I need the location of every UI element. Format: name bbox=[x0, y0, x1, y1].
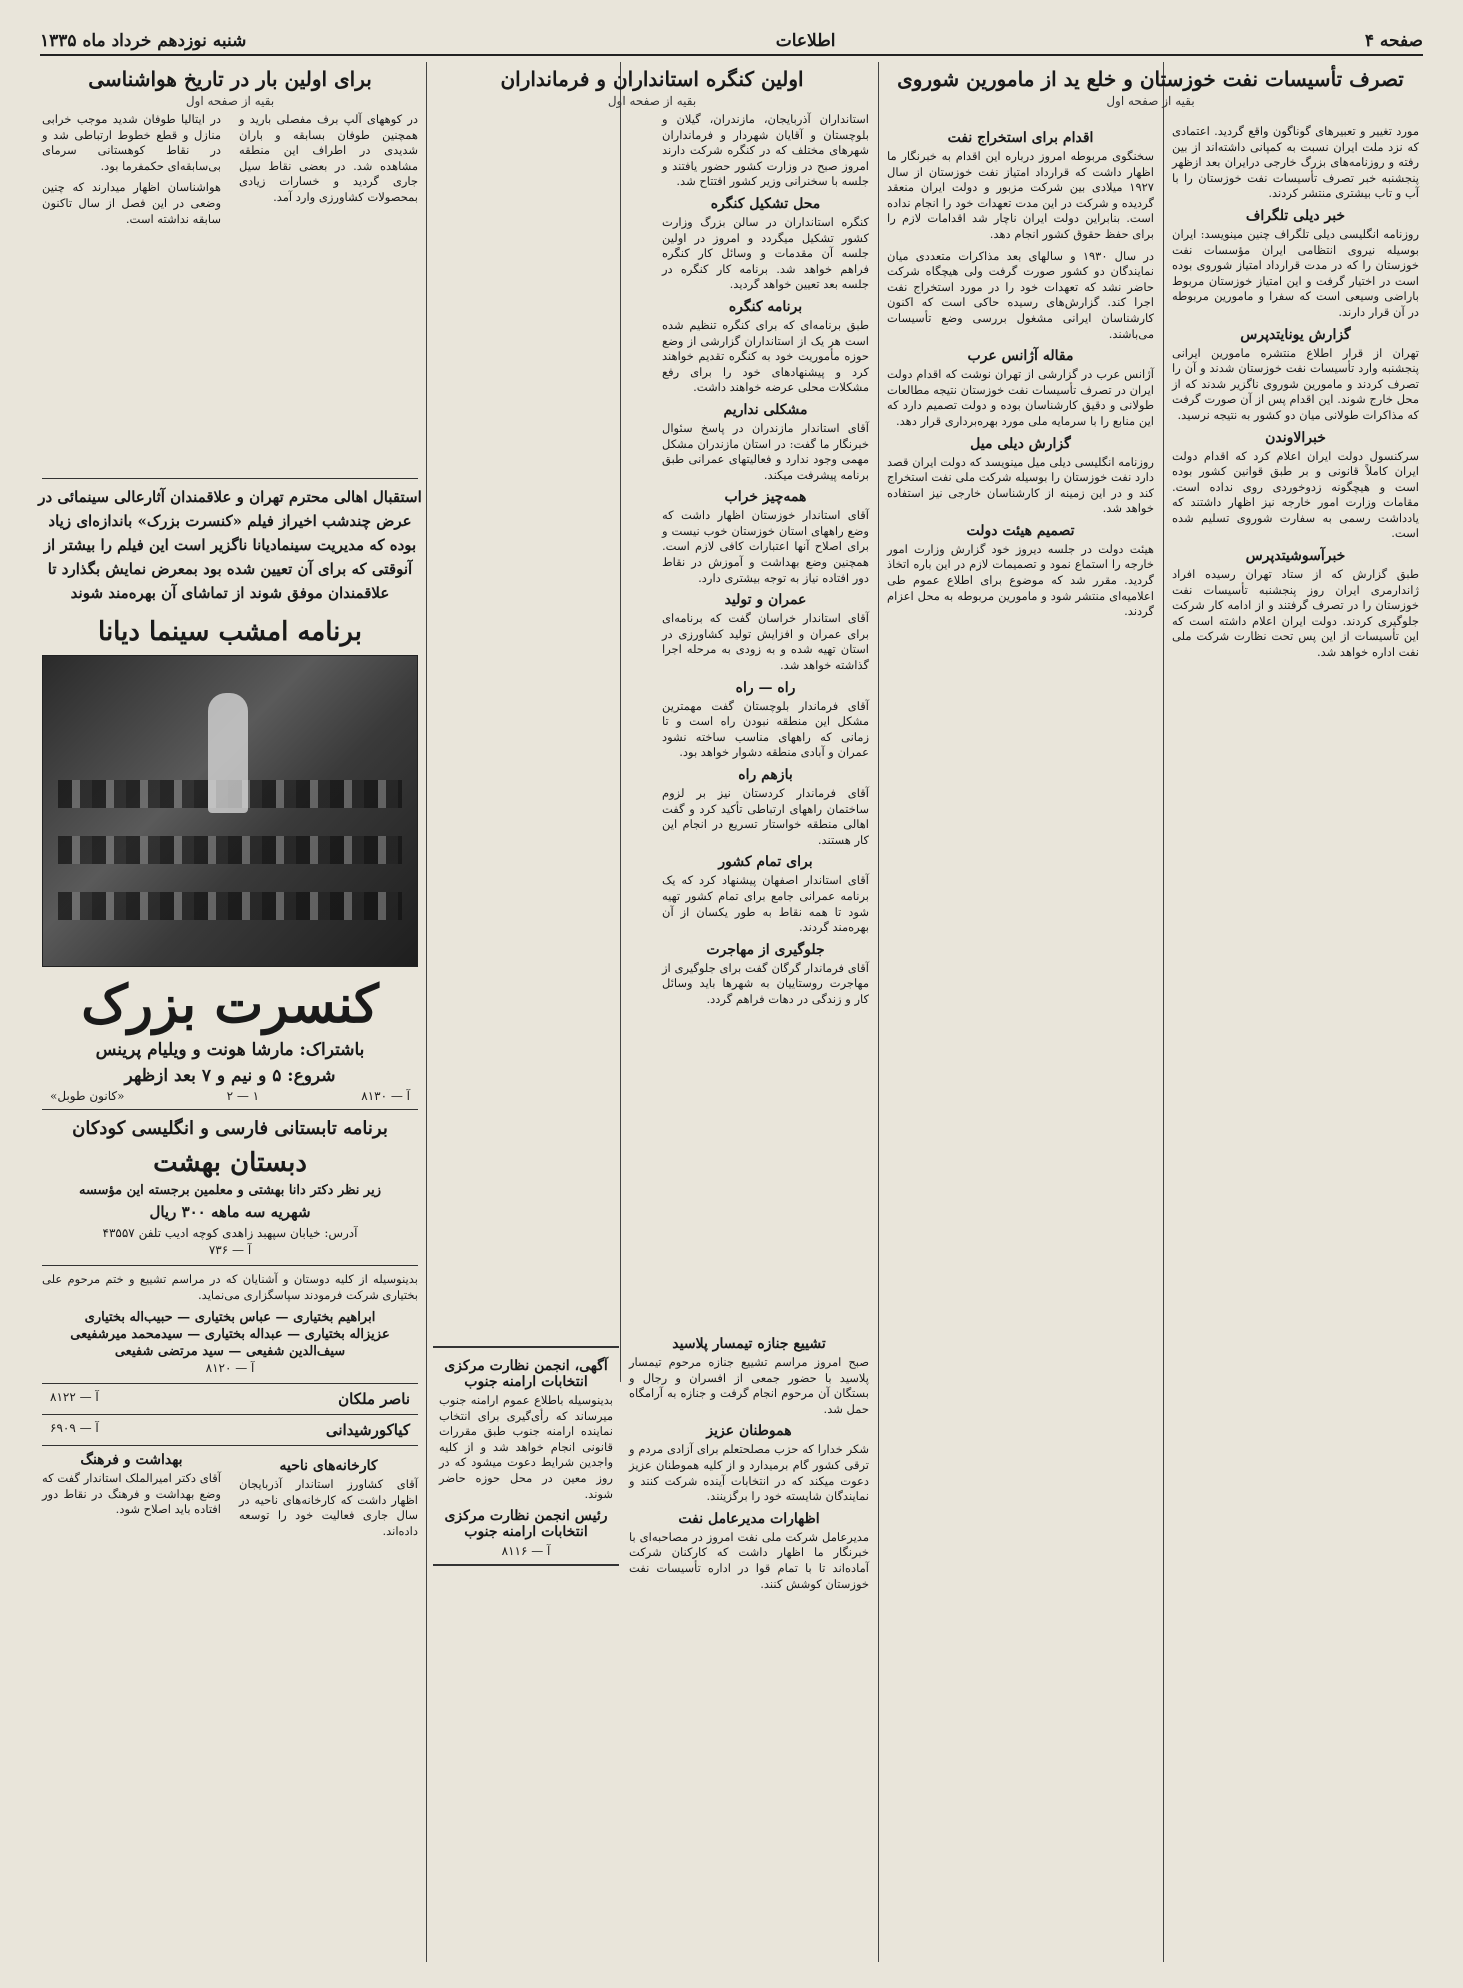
condolence-names: سیف‌الدین شفیعی — سید مرتضی شفیعی bbox=[114, 1344, 346, 1360]
section-heading: خبر دیلی تلگراف bbox=[1245, 207, 1346, 224]
continued-label: بقیه از صفحه اول bbox=[185, 94, 275, 108]
section-heading: محل تشکیل کنگره bbox=[710, 195, 821, 212]
paragraph: تهران از قرار اطلاع منتشره مامورین ایرانی پنجشنبه وارد تأسیسات نفت خوزستان شدند و آن را تصرف کردند و مامورین شوروی ناگزیر شدند که از محل خارج شوند. این اقدام پس از آن صورت گرفت که مذاکرات طولانی میان دو کشور به نتیجه نرسید. bbox=[1172, 345, 1419, 422]
small-ad bbox=[38, 1421, 422, 1439]
notice-title: آگهی، انجمن نظارت مرکزی انتخابات ارامنه جنوب bbox=[444, 1358, 608, 1390]
page-label: صفحه ۴ bbox=[1364, 31, 1423, 51]
paragraph: در سال ۱۹۳۰ و سالهای بعد مذاکرات متعددی میان نمایندگان دو کشور صورت گرفت ولی هیچگاه شرکت حاضر نشد که تعهدات خود را در مورد استخراج نفت اجرا کند. گزارش‌های رسیده حاکی است که اکنون کارشناسان ایرانی مشغول بررسی وضع تأسیسات می‌باشند. bbox=[887, 248, 1154, 341]
paragraph: هیئت دولت در جلسه دیروز خود گزارش وزارت امور خارجه را استماع نمود و تصمیمات لازم در این باره اتخاذ گردید. مقرر شد که موضوع برای اطلاع عموم طی اعلامیه‌ای منتشر شود و مامورین مربوطه به محل اعزام گردند. bbox=[887, 541, 1154, 619]
headline-oil: تصرف تأسیسات نفت خوزستان و خلع ید از مامورین شوروی bbox=[897, 67, 1404, 91]
section-heading: تصمیم هیئت دولت bbox=[966, 522, 1075, 539]
paragraph: روزنامه انگلیسی دیلی میل مینویسد که دولت ایران قصد دارد نفت خوزستان را بوسیله شرکت ملی نفت استخراج کند و در این زمینه از کارشناسان خارجی نیز استفاده خواهد شد. bbox=[887, 454, 1154, 516]
section-heading: مقاله آژانس عرب bbox=[967, 348, 1074, 365]
congress-columns bbox=[431, 112, 873, 1362]
section-heading: تشییع جنازه تیمسار پلاسید bbox=[672, 1336, 826, 1352]
cinema-program-title: برنامه امشب سینما دیانا bbox=[98, 617, 362, 647]
section-heading: خبرآسوشیتدپرس bbox=[1245, 548, 1346, 565]
divider bbox=[42, 1414, 418, 1415]
small-ad bbox=[38, 1390, 422, 1408]
cinema-announcement: استقبال اهالی محترم تهران و علاقمندان آثارعالی سینمائی در عرض چندشب اخیراز فیلم «کنسرت بزرک» باندازه‌ای زیاد بوده که مدیریت سینمادیانا ناگزیر است این فیلم را بیشتر از آنوقتی که برای آن تعیین شده بود بمعرض نمایش بگذارد تا علاقمندان موفق شوند از تماشای آن بهره‌مند شوند bbox=[38, 488, 422, 602]
paragraph: آقای فرماندار گرگان گفت برای جلوگیری از مهاجرت روستاییان به شهرها باید وسائل کار و زندگی در دهات فراهم گردد. bbox=[662, 960, 869, 1006]
section-heading: گزارش دیلی میل bbox=[970, 435, 1071, 452]
school-code: آ — ۷۳۶ bbox=[208, 1243, 252, 1257]
section-heading: هموطنان عزیز bbox=[706, 1423, 792, 1440]
divider bbox=[42, 478, 418, 479]
section-heading: راه — راه bbox=[735, 679, 796, 696]
small-ad-code: آ — ۸۱۲۲ bbox=[50, 1390, 99, 1405]
notice-signature: رئیس انجمن نظارت مرکزی انتخابات ارامنه جنوب bbox=[444, 1508, 608, 1541]
column-5 bbox=[38, 62, 422, 1972]
section-heading: گزارش یونایتدپرس bbox=[1240, 326, 1351, 343]
date-line: شنبه نوزدهم خرداد ماه ۱۳۳۵ bbox=[40, 31, 247, 51]
notice-text: بدینوسیله باطلاع عموم ارامنه جنوب میرساند که رأی‌گیری برای انتخاب نماینده ارامنه جنوب طبق مقررات قانونی انجام خواهد شد و از کلیه واجدین شرایط دعوت میشود که در روز معین در محل حوزه حاضر شوند. bbox=[439, 1393, 613, 1501]
paragraph: صبح امروز مراسم تشییع جنازه مرحوم تیمسار پلاسید با حضور جمعی از افسران و رجال و بستگان آن مرحوم انجام گرفت و جنازه به آرامگاه حمل شد. bbox=[629, 1355, 869, 1416]
concert-times: شروع: ۵ و نیم و ۷ بعد ازظهر bbox=[124, 1066, 336, 1086]
paragraph: آقای فرماندار بلوچستان گفت مهمترین مشکل این منطقه نبودن راه است و تا زمانی که راههای مناسب ساخته نشود عمران و آبادی منطقه دشوار خواهد بود. bbox=[662, 698, 869, 760]
divider bbox=[42, 1445, 418, 1446]
continued-label: بقیه از صفحه اول bbox=[607, 94, 697, 108]
section-heading: بازهم راه bbox=[738, 767, 793, 783]
section-heading: کارخانه‌های ناحیه bbox=[279, 1458, 378, 1475]
school-fee: شهریه سه ماهه ۳۰۰ ریال bbox=[149, 1203, 311, 1221]
school-ad-title: برنامه تابستانی فارسی و انگلیسی کودکان bbox=[72, 1118, 388, 1139]
paragraph: مورد تغییر و تعبیرهای گوناگون واقع گردید. اعتمادی که نزد ملت ایران نسبت به کمپانی داشته‌اند از بین رفته و روزنامه‌های بزرگ خارجی درایران بعد ازظهر پنجشنبه خبر تصرف تأسیسات نفت خوزستان را با آب و تاب بیشتری منتشر کردند. bbox=[1172, 124, 1419, 201]
section-heading: عمران و تولید bbox=[724, 592, 807, 609]
paragraph: آقای کشاورز استاندار آذربایجان اظهار داشت که کارخانه‌های ناحیه در سال جاری فعالیت خود را توسعه داده‌اند. bbox=[239, 1477, 418, 1538]
paragraph: مدیرعامل شرکت ملی نفت امروز در مصاحبه‌ای با خبرنگار ما اظهار داشت که کارکنان شرکت آماده‌اند تا با تمام قوا در اداره تأسیسات نفت خوزستان کوشش کنند. bbox=[629, 1529, 869, 1591]
divider bbox=[42, 1109, 418, 1110]
headline-weather: برای اولین بار در تاریخ هواشناسی bbox=[88, 67, 372, 91]
small-ad-code: آ — ۶۹۰۹ bbox=[50, 1421, 99, 1436]
divider bbox=[42, 1265, 418, 1266]
notice-box bbox=[431, 1340, 621, 1940]
masthead bbox=[40, 28, 1423, 56]
paragraph: در کوههای آلپ برف مفصلی بارید و همچنین طوفان بسابقه و باران شدیدی در اطراف این منطقه مشاهده شد. در بعضی نقاط سیل جاری گردید و خسارات زیادی بمحصولات کشاورزی وارد آمد. bbox=[239, 112, 418, 204]
column-3 bbox=[431, 62, 873, 1392]
small-ad-name: کیاکورشیدانی bbox=[325, 1421, 410, 1440]
paragraph: آقای استاندار خراسان گفت که برنامه‌ای برای عمران و افزایش تولید کشاورزی در استان تهیه شده و به زودی به مرحله اجرا گذاشته خواهد شد. bbox=[662, 611, 869, 673]
column-rule bbox=[426, 62, 427, 1962]
divider bbox=[42, 1383, 418, 1384]
school-supervision: زیر نظر دکتر دانا بهشتی و معلمین برجسته این مؤسسه bbox=[78, 1183, 381, 1198]
paragraph: آقای استاندار خوزستان اظهار داشت که وضع راههای استان خوزستان خوب نیست و برای اصلاح آنها اعتبارات کافی لازم است. همچنین وضع بهداشت و آموزش در نقاط دور افتاده نیاز به توجه بیشتری دارد. bbox=[662, 508, 869, 585]
paragraph: در ایتالیا طوفان شدید موجب خرابی منازل و قطع خطوط ارتباطی شد و در نقاط کوهستانی سرمای بی‌سابقه‌ای حکمفرما بود. bbox=[42, 112, 221, 173]
headline-congress: اولین کنگره استانداران و فرمانداران bbox=[500, 67, 804, 91]
weather-columns bbox=[38, 112, 422, 472]
section-heading: بهداشت و فرهنگ bbox=[80, 1452, 183, 1469]
code: «کانون طوبل» bbox=[50, 1089, 125, 1103]
section-heading: برای تمام کشور bbox=[718, 854, 813, 871]
notice-code: آ — ۸۱۱۶ bbox=[501, 1544, 551, 1559]
section-heading: اقدام برای استخراج نفت bbox=[947, 130, 1094, 146]
paragraph: سرکنسول دولت ایران اعلام کرد که اقدام دولت ایران کاملاً قانونی و بر طبق قوانین کشور بوده است و هیچگونه زدوخوردی روی نداده است. مقامات وزارت امور خارجه نیز اظهار داشتند که یادداشت رسمی به سفارت شوروی تسلیم شده است. bbox=[1172, 448, 1419, 541]
paragraph: آقای فرماندار کردستان نیز بر لزوم ساختمان راههای ارتباطی تأکید کرد و گفت اهالی منطقه خواستار تسریع در انجام این کار هستند. bbox=[662, 786, 869, 847]
code: ۱ — ۲ bbox=[226, 1089, 260, 1103]
paragraph: هواشناسان اظهار میدارند که چنین وضعی در این فصل از سال تاکنون سابقه نداشته است. bbox=[42, 180, 221, 226]
notice-frame bbox=[433, 1346, 619, 1566]
condolence-code: آ — ۸۱۲۰ bbox=[205, 1361, 255, 1376]
section-heading: خبرالاوندن bbox=[1265, 429, 1326, 446]
column-rule bbox=[1163, 62, 1164, 1962]
school-address: آدرس: خیابان سپهبد زاهدی کوچه ادیب تلفن ۴۳۵۵۷ bbox=[102, 1226, 358, 1240]
paragraph: استانداران آذربایجان، مازندران، گیلان و بلوچستان و آقایان شهردار و فرمانداران شهرهای مختلف که در کنگره شرکت دارند امروز صبح در وزارت کشور حضور یافتند و جلسه با سخنرانی وزیر کشور افتتاح شد. bbox=[662, 112, 869, 189]
code: آ — ۸۱۳۰ bbox=[361, 1089, 410, 1103]
paragraph: روزنامه انگلیسی دیلی تلگراف چنین مینویسد: ایران بوسیله نیروی انتظامی ایران مؤسسات نفت خوزستان را که در مدت قرارداد امتیاز شوروی بوده است در اختیار گرفت و این امتیاز خوزستان مربوط باراضی وسیعی است که سفرا و مامورین مربوطه در آن قرار دارند. bbox=[1172, 226, 1419, 319]
paragraph: سخنگوی مربوطه امروز درباره این اقدام به خبرنگار ما اظهار داشت که قرارداد امتیاز نفت خوزستان از سال ۱۹۲۷ میلادی بین شرکت مزبور و دولت ایران منعقد گردیده و شرکت در این مدت تعهدات خود را انجام نداده است. بنابراین دولت ایران ناچار شد اقدامات لازم را برای حفظ حقوق کشور انجام دهد. bbox=[887, 149, 1154, 241]
paper-name: اطلاعات bbox=[775, 31, 836, 51]
paragraph: طبق برنامه‌ای که برای کنگره تنظیم شده است هر یک از استانداران گزارشی از وضع حوزه مأموریت خود به کنگره تقدیم خواهند کرد و پیشنهادهای خود را برای رفع مشکلات محلی عرضه خواهند داشت. bbox=[662, 317, 869, 395]
condolence-names: ابراهیم بختیاری — عباس بختیاری — حبیب‌اله بختیاری bbox=[84, 1310, 376, 1326]
concert-photo bbox=[42, 655, 418, 967]
continued-label: بقیه از صفحه اول bbox=[1106, 94, 1195, 108]
section-heading: مشکلی نداریم bbox=[723, 401, 808, 418]
bottom-news bbox=[38, 1452, 422, 1539]
condolence-text: بدینوسیله از کلیه دوستان و آشنایان که در مراسم تشییع و ختم مرحوم علی بختیاری شرکت فرمودند سپاسگزاری می‌نماید. bbox=[42, 1272, 418, 1302]
condolence-names: عزیزاله بختیاری — عبداله بختیاری — سیدمحمد میرشفیعی bbox=[70, 1327, 390, 1343]
concert-cast: باشتراک: مارشا هونت و ویلیام پرینس bbox=[95, 1040, 365, 1060]
small-ad-name: ناصر ملکان bbox=[338, 1390, 410, 1409]
concert-codes bbox=[38, 1089, 422, 1103]
column-2 bbox=[883, 62, 1158, 1962]
paragraph: طبق گزارش که از ستاد تهران رسیده افراد ژاندارمری ایران روز پنجشنبه تأسیسات نفت خوزستان را در تصرف گرفتند و از ادامه کار شرکت جلوگیری کردند. دولت ایران اعلام داشته است که این تأسیسات از این پس تحت نظارت شرکت ملی نفت اداره خواهد شد. bbox=[1172, 567, 1419, 660]
concert-title: کنسرت بزرک bbox=[81, 974, 379, 1035]
paragraph: کنگره استانداران در سالن بزرگ وزارت کشور تشکیل میگردد و امروز در اولین جلسه آن مقدمات و وسائل کار کنگره فراهم خواهد شد. برنامه کار کنگره در جلسه بعد تعیین خواهد گردید. bbox=[662, 214, 869, 292]
paragraph: شکر خدارا که حزب مصلحتعلم برای آزادی مردم و ترقی کشور گام برمیدارد و از کلیه هموطنان عزیز دعوت میکند که در انتخابات آینده شرکت کنند و نمایندگان شایسته خود را برگزینند. bbox=[629, 1442, 869, 1504]
section-heading: اظهارات مدیرعامل نفت bbox=[678, 1510, 820, 1527]
school-name: دبستان بهشت bbox=[153, 1148, 307, 1178]
section-heading: جلوگیری از مهاجرت bbox=[706, 941, 825, 958]
paragraph: آژانس عرب در گزارشی از تهران نوشت که اقدام دولت ایران در تصرف تأسیسات نفت خوزستان نتیجه مطالعات طولانی و دقیق کارشناسان بوده و دولت تصمیم دارد که این منابع را با سرمایه ملی مورد بهره‌برداری قرار دهد. bbox=[887, 367, 1154, 428]
section-heading: همه‌چیز خراب bbox=[724, 489, 807, 506]
paragraph: آقای دکتر امیرالملک استاندار گفت که وضع بهداشت و فرهنگ در نقاط دور افتاده باید اصلاح شود. bbox=[42, 1471, 221, 1517]
column-rule bbox=[878, 62, 879, 1962]
paragraph: آقای استاندار اصفهان پیشنهاد کرد که یک برنامه عمرانی جامع برای تمام کشور تهیه شود تا همه نقاط به طور یکسان از آن بهره‌مند گردند. bbox=[662, 873, 869, 935]
paragraph: آقای استاندار مازندران در پاسخ سئوال خبرنگار ما گفت: در استان مازندران مشکل مهمی وجود ندارد و فعالیتهای عمرانی طبق برنامه پیشرفت میکند. bbox=[662, 420, 869, 482]
column-4 bbox=[625, 1330, 873, 1960]
section-heading: برنامه کنگره bbox=[728, 298, 803, 315]
